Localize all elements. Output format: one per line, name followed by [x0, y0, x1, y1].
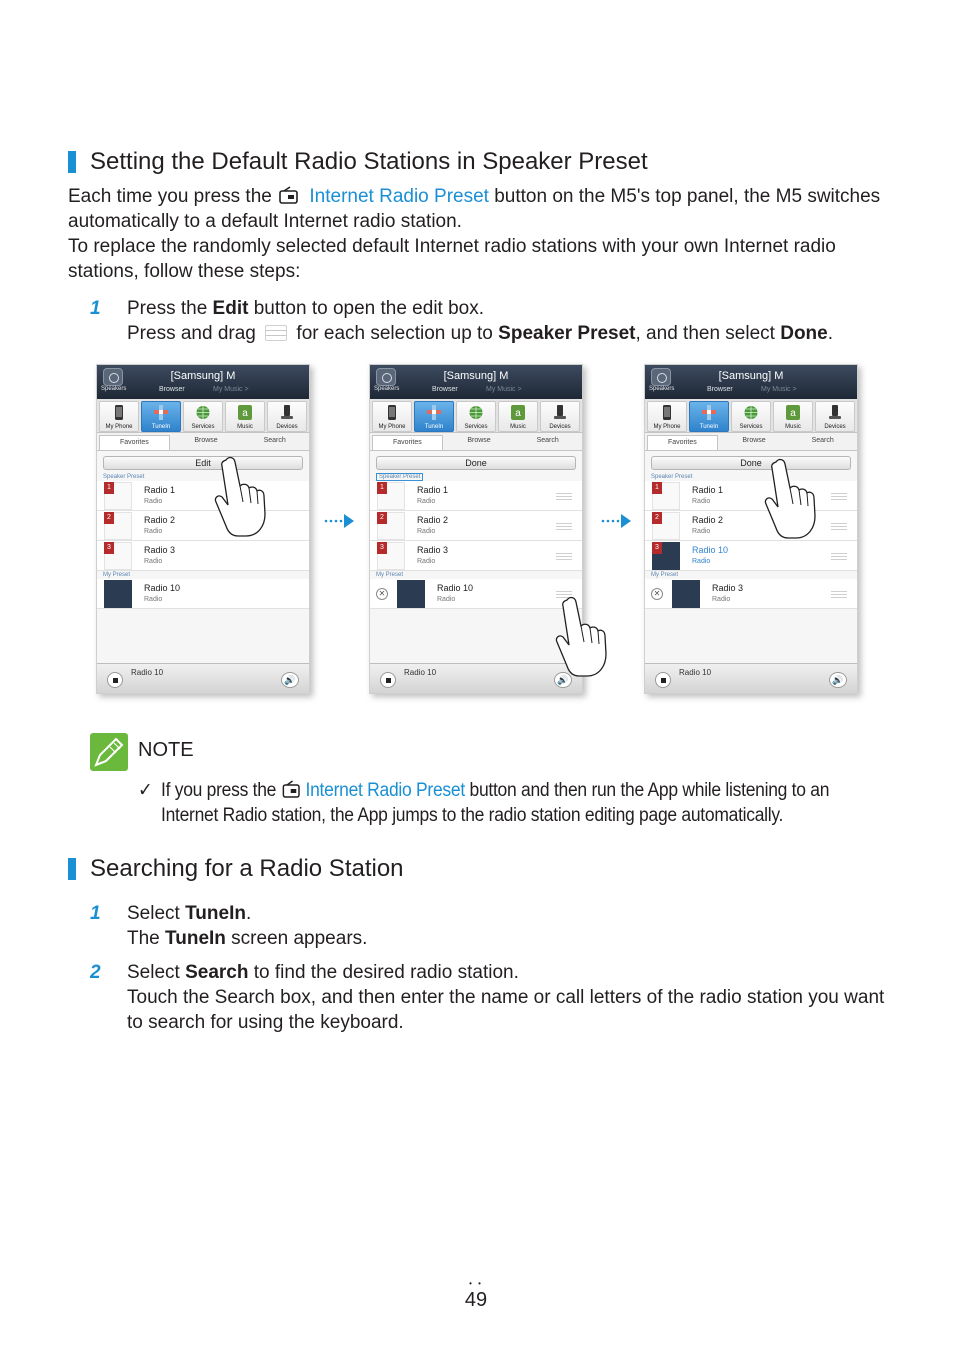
step-text: Select: [127, 903, 180, 924]
station-type: Radio: [144, 528, 163, 535]
device-name: [Samsung] M: [718, 370, 784, 382]
station-type: Radio: [692, 498, 711, 505]
station-type: Radio: [417, 558, 436, 565]
done-button[interactable]: Done: [651, 456, 851, 470]
drag-handle-icon: [265, 325, 287, 341]
player-bar: [645, 663, 857, 693]
stop-button[interactable]: [380, 672, 396, 688]
nav-label: TuneIn: [424, 424, 444, 430]
tab-favorites[interactable]: Favorites: [647, 435, 718, 450]
nav-label: Devices: [824, 424, 846, 430]
app-tabs: [97, 433, 309, 451]
browser-label[interactable]: Browser: [159, 386, 185, 393]
preset-row[interactable]: [645, 511, 857, 541]
step-text: screen appears.: [231, 928, 368, 949]
phone-icon: [660, 405, 674, 420]
preset-row[interactable]: [97, 541, 309, 571]
browser-label[interactable]: Browser: [707, 386, 733, 393]
speaker-preset-keyword: Speaker Preset: [498, 323, 636, 344]
speaker-preset-header: [645, 473, 857, 481]
browser-label[interactable]: Browser: [432, 386, 458, 393]
step-text: , and then select: [635, 323, 775, 344]
source-nav: [97, 399, 309, 433]
note-text-b: button and then run the App while listening to an Internet Radio station, the App jumps to the radio station editing page automatically.: [161, 780, 830, 826]
internet-radio-preset-icon: [279, 186, 299, 204]
section-title-text: Searching for a Radio Station: [90, 855, 404, 882]
preset-row[interactable]: [370, 541, 582, 571]
svg-text:a: a: [515, 408, 521, 419]
preset-row[interactable]: [97, 511, 309, 541]
nav-label: Music: [237, 424, 253, 430]
nav-label: Devices: [549, 424, 571, 430]
station-type: Radio: [417, 498, 436, 505]
step-body: [127, 296, 887, 346]
my-preset-header: [645, 571, 857, 579]
devices-icon: [828, 405, 842, 420]
my-music-link[interactable]: My Music >: [213, 386, 249, 393]
edit-keyword: Edit: [212, 298, 249, 319]
station-type: Radio: [417, 528, 436, 535]
my-preset-row[interactable]: [370, 579, 582, 609]
nav-devices[interactable]: [815, 401, 855, 432]
step-number: 1: [90, 903, 101, 924]
tab-search[interactable]: Search: [811, 437, 834, 444]
station-name: Radio 3: [417, 545, 449, 555]
nav-label: Devices: [276, 424, 298, 430]
preset-badge: 2: [652, 512, 662, 524]
station-thumb: [397, 580, 425, 608]
my-preset-label: My Preset: [376, 572, 404, 578]
step-text: Touch the Search box, and then enter the name or call letters of the radio station you want to search for using the keyboard.: [127, 987, 885, 1033]
amazon-icon: [511, 405, 525, 420]
step-text: Press the: [127, 298, 208, 319]
preset-row[interactable]: [97, 481, 309, 511]
preset-row[interactable]: [370, 481, 582, 511]
preset-row[interactable]: [645, 541, 857, 571]
nav-label: Music: [510, 424, 526, 430]
drag-handle-icon[interactable]: [831, 551, 847, 561]
speaker-preset-header: [370, 473, 582, 481]
station-name: Radio 2: [692, 515, 724, 525]
tunein-icon: [702, 405, 716, 420]
delete-icon[interactable]: ✕: [376, 588, 388, 600]
app-header: [645, 365, 857, 399]
preset-badge: 1: [377, 482, 387, 494]
section-title-searching: [68, 855, 404, 883]
tunein-keyword: TuneIn: [165, 928, 226, 949]
nav-label: Services: [191, 424, 215, 430]
nav-tunein[interactable]: [414, 401, 454, 432]
station-type: Radio: [144, 498, 163, 505]
drag-handle-icon[interactable]: [556, 521, 572, 531]
phone-screen-1: [96, 364, 310, 694]
nav-services[interactable]: [183, 401, 223, 432]
edit-button[interactable]: Edit: [103, 456, 303, 470]
internet-radio-preset-label: Internet Radio Preset: [309, 186, 489, 207]
next-step-arrow-icon: [600, 512, 632, 530]
tab-browse[interactable]: Browse: [194, 437, 218, 444]
nav-label: TuneIn: [699, 424, 719, 430]
now-playing: Radio 10: [679, 668, 712, 677]
preset-badge: 2: [377, 512, 387, 524]
search-keyword: Search: [185, 962, 249, 983]
drag-handle-icon[interactable]: [831, 521, 847, 531]
note-title: NOTE: [138, 739, 194, 761]
step-text: The: [127, 928, 160, 949]
intro-paragraph: [68, 184, 888, 234]
speaker-preset-label: Speaker Preset: [103, 474, 145, 480]
preset-badge: 3: [104, 542, 114, 554]
drag-handle-icon[interactable]: [831, 491, 847, 501]
station-type: Radio: [712, 596, 731, 603]
phone-icon: [385, 405, 399, 420]
svg-text:a: a: [242, 408, 248, 419]
step-number: 2: [90, 962, 101, 983]
replace-paragraph: To replace the randomly selected default Internet radio stations with your own Internet radio stations, follow these steps:: [68, 236, 836, 282]
section-title-default-radio: [68, 148, 648, 176]
section-marker: [68, 151, 76, 173]
my-music-link[interactable]: My Music >: [486, 386, 522, 393]
my-preset-header: [370, 571, 582, 579]
nav-devices[interactable]: [540, 401, 580, 432]
station-type: Radio: [144, 558, 163, 565]
next-step-arrow-icon: [323, 512, 355, 530]
svg-text:a: a: [790, 408, 796, 419]
nav-label: TuneIn: [151, 424, 171, 430]
preset-badge: 1: [104, 482, 114, 494]
tab-search[interactable]: Search: [536, 437, 559, 444]
intro-text-a: Each time you press the: [68, 186, 272, 207]
phone-screen-3: [644, 364, 858, 694]
step-text: button to open the edit box.: [253, 298, 485, 319]
my-preset-label: My Preset: [103, 572, 131, 578]
drag-handle-icon[interactable]: [556, 491, 572, 501]
nav-label: Services: [739, 424, 763, 430]
note-icon: [90, 733, 128, 771]
player-bar: [370, 663, 582, 693]
note-text: [161, 778, 869, 828]
phone-screen-2: [369, 364, 583, 694]
nav-label: My Phone: [653, 424, 681, 430]
volume-button[interactable]: 🔊: [829, 672, 847, 688]
tap-hand-icon: [762, 458, 822, 540]
page-number: 49: [464, 1289, 488, 1311]
device-name: [Samsung] M: [170, 370, 236, 382]
devices-icon: [553, 405, 567, 420]
drag-handle-icon[interactable]: [556, 551, 572, 561]
now-playing: Radio 10: [131, 668, 164, 677]
tab-search[interactable]: Search: [263, 437, 286, 444]
step-text: to find the desired radio station.: [253, 962, 519, 983]
step-body: [127, 901, 887, 951]
station-type: Radio: [692, 558, 711, 565]
stop-button[interactable]: [655, 672, 671, 688]
my-preset-header: [97, 571, 309, 579]
my-music-link[interactable]: My Music >: [761, 386, 797, 393]
nav-music[interactable]: [773, 401, 813, 432]
drag-handle-icon[interactable]: [831, 589, 847, 599]
nav-music[interactable]: [498, 401, 538, 432]
nav-tunein[interactable]: [689, 401, 729, 432]
internet-radio-preset-icon: [283, 780, 301, 798]
step-body: [127, 960, 887, 1035]
source-nav: [645, 399, 857, 433]
tunein-icon: [427, 405, 441, 420]
preset-badge: 3: [652, 542, 662, 554]
tap-hand-icon: [212, 456, 272, 538]
station-name: Radio 2: [144, 515, 176, 525]
tab-browse[interactable]: Browse: [742, 437, 766, 444]
volume-button[interactable]: 🔊: [281, 672, 299, 688]
tunein-keyword: TuneIn: [185, 903, 246, 924]
station-name: Radio 1: [692, 485, 724, 495]
station-name: Radio 3: [712, 583, 744, 593]
globe-icon: [196, 405, 210, 420]
devices-icon: [280, 405, 294, 420]
nav-services[interactable]: [731, 401, 771, 432]
app-header: [97, 365, 309, 399]
preset-row[interactable]: [370, 511, 582, 541]
volume-button[interactable]: 🔊: [554, 672, 572, 688]
app-header: [370, 365, 582, 399]
station-name: Radio 1: [417, 485, 449, 495]
tab-favorites[interactable]: Favorites: [99, 435, 170, 450]
station-type: Radio: [144, 596, 163, 603]
nav-label: My Phone: [378, 424, 406, 430]
nav-devices[interactable]: [267, 401, 307, 432]
section-marker: [68, 858, 76, 880]
player-bar: [97, 663, 309, 693]
intro-text-b: button on the M5's top panel, the M5 switches automatically to a default Internet radio station.: [68, 186, 881, 232]
step-text: .: [245, 903, 252, 924]
drag-hand-icon: [553, 596, 613, 678]
speakers-label: Speakers: [374, 386, 400, 392]
nav-tunein[interactable]: [141, 401, 181, 432]
amazon-icon: [786, 405, 800, 420]
check-icon: ✓: [138, 780, 153, 801]
speaker-preset-header: [97, 473, 309, 481]
phone-icon: [112, 405, 126, 420]
page-dots: • •: [469, 1279, 483, 1288]
preset-badge: 3: [377, 542, 387, 554]
nav-music[interactable]: [225, 401, 265, 432]
delete-icon[interactable]: ✕: [651, 588, 663, 600]
speaker-preset-label: Speaker Preset: [376, 473, 423, 481]
my-preset-row[interactable]: [645, 579, 857, 609]
station-type: Radio: [692, 528, 711, 535]
app-tabs: [370, 433, 582, 451]
station-thumb: [672, 580, 700, 608]
step-text: for each selection up to: [296, 323, 493, 344]
internet-radio-preset-label: Internet Radio Preset: [305, 780, 465, 801]
speaker-preset-label: Speaker Preset: [651, 474, 693, 480]
nav-label: Music: [785, 424, 801, 430]
station-name: Radio 2: [417, 515, 449, 525]
source-nav: [370, 399, 582, 433]
nav-my-phone[interactable]: [372, 401, 412, 432]
stop-button[interactable]: [107, 672, 123, 688]
preset-badge: 2: [104, 512, 114, 524]
preset-row[interactable]: [645, 481, 857, 511]
app-tabs: [645, 433, 857, 451]
step-text: Select: [127, 962, 180, 983]
speakers-label: Speakers: [649, 386, 675, 392]
step-number: 1: [90, 298, 101, 319]
section-title-text: Setting the Default Radio Stations in Speaker Preset: [90, 148, 648, 175]
station-name: Radio 10: [144, 583, 181, 593]
preset-badge: 1: [652, 482, 662, 494]
station-type: Radio: [437, 596, 456, 603]
step-text: Press and drag: [127, 323, 256, 344]
tab-favorites[interactable]: Favorites: [372, 435, 443, 450]
station-name: Radio 10: [437, 583, 474, 593]
nav-my-phone[interactable]: [99, 401, 139, 432]
done-keyword: Done: [780, 323, 828, 344]
amazon-icon: [238, 405, 252, 420]
station-name: Radio 3: [144, 545, 176, 555]
my-preset-row[interactable]: [97, 579, 309, 609]
note-text-a: If you press the: [161, 780, 277, 801]
step-text: .: [827, 323, 833, 344]
station-name: Radio 1: [144, 485, 176, 495]
globe-icon: [744, 405, 758, 420]
station-thumb: [104, 580, 132, 608]
my-preset-label: My Preset: [651, 572, 679, 578]
tunein-icon: [154, 405, 168, 420]
now-playing: Radio 10: [404, 668, 437, 677]
nav-my-phone[interactable]: [647, 401, 687, 432]
globe-icon: [469, 405, 483, 420]
tab-browse[interactable]: Browse: [467, 437, 491, 444]
nav-label: Services: [464, 424, 488, 430]
done-button[interactable]: Done: [376, 456, 576, 470]
nav-label: My Phone: [105, 424, 133, 430]
device-name: [Samsung] M: [443, 370, 509, 382]
nav-services[interactable]: [456, 401, 496, 432]
speakers-label: Speakers: [101, 386, 127, 392]
station-name: Radio 10: [692, 545, 729, 555]
